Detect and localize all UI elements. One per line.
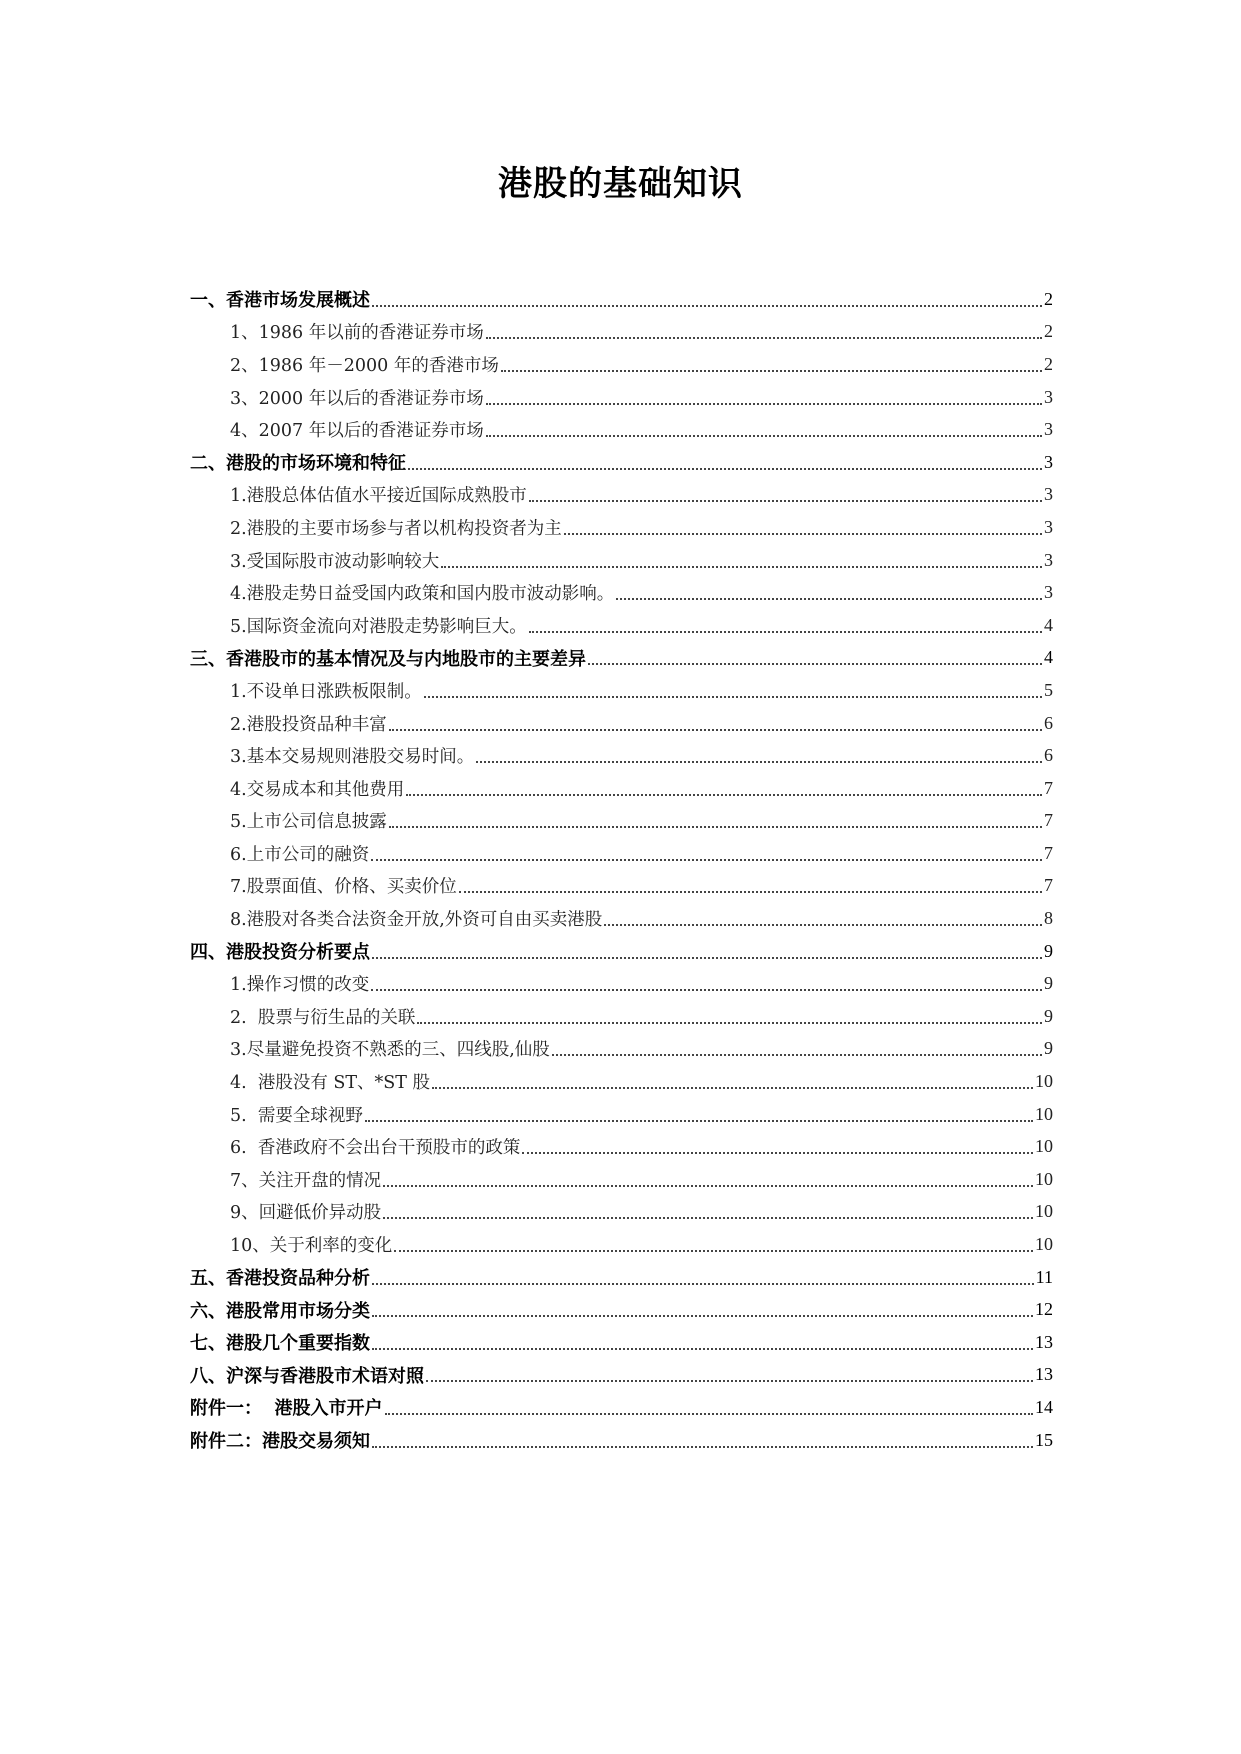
toc-page-number: 10 <box>1035 1136 1053 1157</box>
toc-section-entry[interactable] <box>190 1424 1053 1457</box>
toc-entry-text: 4.交易成本和其他费用 <box>230 779 405 800</box>
toc-entry-text: 6.上市公司的融资 <box>230 844 370 865</box>
toc-dot-leader <box>424 695 1042 698</box>
toc-subsection-entry[interactable] <box>190 870 1053 903</box>
toc-dot-leader <box>383 1216 1033 1219</box>
toc-entry-text: 10、关于利率的变化 <box>230 1236 393 1257</box>
toc-subsection-entry[interactable] <box>190 739 1053 772</box>
toc-page-number: 3 <box>1044 419 1053 440</box>
toc-dot-leader <box>385 1412 1033 1415</box>
toc-entry-text: 二、港股的市场环境和特征 <box>190 453 406 475</box>
toc-entry-text: 4、2007 年以后的香港证券市场 <box>230 421 484 442</box>
toc-section-entry[interactable] <box>190 642 1053 675</box>
toc-entry-text: 3.受国际股市波动影响较大 <box>230 551 440 572</box>
toc-dot-leader <box>371 858 1042 861</box>
toc-page-number: 3 <box>1044 451 1053 472</box>
toc-page-number: 10 <box>1035 1201 1053 1222</box>
toc-entry-text: 2. 股票与衍生品的关联 <box>230 1007 416 1028</box>
toc-dot-leader <box>372 1347 1033 1350</box>
toc-dot-leader <box>372 1282 1034 1285</box>
toc-page-number: 13 <box>1035 1364 1053 1385</box>
toc-page-number: 9 <box>1044 1005 1053 1026</box>
toc-entry-text: 四、港股投资分析要点 <box>190 942 370 964</box>
toc-dot-leader <box>486 336 1042 339</box>
toc-subsection-entry[interactable] <box>190 707 1053 740</box>
toc-subsection-entry[interactable] <box>190 902 1053 935</box>
toc-subsection-entry[interactable] <box>190 674 1053 707</box>
toc-subsection-entry[interactable] <box>190 479 1053 512</box>
toc-page-number: 7 <box>1044 777 1053 798</box>
toc-dot-leader <box>552 1053 1042 1056</box>
toc-page-number: 6 <box>1044 745 1053 766</box>
toc-subsection-entry[interactable] <box>190 1065 1053 1098</box>
toc-page-number: 9 <box>1044 973 1053 994</box>
toc-entry-text: 附件一： 港股入市开户 <box>190 1398 383 1420</box>
toc-subsection-entry[interactable] <box>190 413 1053 446</box>
toc-dot-leader <box>486 434 1042 437</box>
toc-dot-leader <box>372 1314 1033 1317</box>
toc-dot-leader <box>432 1086 1033 1089</box>
toc-subsection-entry[interactable] <box>190 1228 1053 1261</box>
toc-entry-text: 5.国际资金流向对港股走势影响巨大。 <box>230 616 527 637</box>
toc-section-entry[interactable] <box>190 1261 1053 1294</box>
toc-subsection-entry[interactable] <box>190 544 1053 577</box>
toc-entry-text: 七、港股几个重要指数 <box>190 1333 370 1355</box>
toc-entry-text: 5. 需要全球视野 <box>230 1105 363 1126</box>
toc-dot-leader <box>371 988 1042 991</box>
toc-subsection-entry[interactable] <box>190 1130 1053 1163</box>
toc-dot-leader <box>604 923 1042 926</box>
toc-subsection-entry[interactable] <box>190 805 1053 838</box>
toc-dot-leader <box>529 499 1042 502</box>
toc-entry-text: 4. 港股没有 ST、*ST 股 <box>230 1073 431 1094</box>
toc-page-number: 2 <box>1044 353 1053 374</box>
toc-subsection-entry[interactable] <box>190 348 1053 381</box>
toc-subsection-entry[interactable] <box>190 316 1053 349</box>
toc-dot-leader <box>389 825 1042 828</box>
toc-page-number: 7 <box>1044 875 1053 896</box>
toc-page-number: 8 <box>1044 908 1053 929</box>
toc-subsection-entry[interactable] <box>190 772 1053 805</box>
toc-dot-leader <box>365 1119 1033 1122</box>
toc-section-entry[interactable] <box>190 283 1053 316</box>
toc-dot-leader <box>372 1445 1033 1448</box>
toc-dot-leader <box>522 1151 1033 1154</box>
toc-page-number: 5 <box>1044 679 1053 700</box>
toc-dot-leader <box>406 793 1042 796</box>
toc-entry-text: 3、2000 年以后的香港证券市场 <box>230 388 484 409</box>
toc-entry-text: 附件二：港股交易须知 <box>190 1431 370 1453</box>
toc-entry-text: 7、关注开盘的情况 <box>230 1170 382 1191</box>
toc-dot-leader <box>459 890 1042 893</box>
toc-dot-leader <box>394 1249 1033 1252</box>
toc-section-entry[interactable] <box>190 935 1053 968</box>
toc-page-number: 7 <box>1044 810 1053 831</box>
toc-entry-text: 1、1986 年以前的香港证券市场 <box>230 323 484 344</box>
toc-entry-text: 2.港股的主要市场参与者以机构投资者为主 <box>230 518 562 539</box>
toc-subsection-entry[interactable] <box>190 1033 1053 1066</box>
toc-page-number: 12 <box>1035 1299 1053 1320</box>
toc-subsection-entry[interactable] <box>190 837 1053 870</box>
toc-entry-text: 3.基本交易规则港股交易时间。 <box>230 747 475 768</box>
toc-entry-text: 8.港股对各类合法资金开放,外资可自由买卖港股 <box>230 910 603 931</box>
toc-subsection-entry[interactable] <box>190 1163 1053 1196</box>
toc-dot-leader <box>564 532 1042 535</box>
toc-page-number: 3 <box>1044 516 1053 537</box>
toc-dot-leader <box>476 760 1042 763</box>
toc-page-number: 9 <box>1044 1038 1053 1059</box>
toc-entry-text: 1.操作习惯的改变 <box>230 975 370 996</box>
toc-subsection-entry[interactable] <box>190 576 1053 609</box>
toc-entry-text: 五、香港投资品种分析 <box>190 1268 370 1290</box>
toc-entry-text: 1.港股总体估值水平接近国际成熟股市 <box>230 486 527 507</box>
toc-page-number: 3 <box>1044 549 1053 570</box>
toc-subsection-entry[interactable] <box>190 967 1053 1000</box>
toc-page-number: 10 <box>1035 1234 1053 1255</box>
toc-page-number: 10 <box>1035 1071 1053 1092</box>
toc-entry-text: 2、1986 年－2000 年的香港市场 <box>230 355 499 376</box>
table-of-contents <box>190 283 1053 1456</box>
toc-page-number: 3 <box>1044 582 1053 603</box>
toc-page-number: 9 <box>1044 940 1053 961</box>
toc-entry-text: 9、回避低价异动股 <box>230 1203 382 1224</box>
toc-section-entry[interactable] <box>190 1293 1053 1326</box>
toc-dot-leader <box>408 467 1042 470</box>
toc-page-number: 4 <box>1044 614 1053 635</box>
toc-section-entry[interactable] <box>190 1391 1053 1424</box>
toc-dot-leader <box>529 630 1042 633</box>
toc-dot-leader <box>426 1379 1033 1382</box>
toc-page-number: 6 <box>1044 712 1053 733</box>
toc-entry-text: 三、香港股市的基本情况及与内地股市的主要差异 <box>190 648 586 670</box>
toc-page-number: 10 <box>1035 1168 1053 1189</box>
toc-entry-text: 六、港股常用市场分类 <box>190 1300 370 1322</box>
page-title: 港股的基础知识 <box>498 164 743 204</box>
toc-subsection-entry[interactable] <box>190 1000 1053 1033</box>
toc-section-entry[interactable] <box>190 1359 1053 1392</box>
toc-section-entry[interactable] <box>190 446 1053 479</box>
toc-subsection-entry[interactable] <box>190 609 1053 642</box>
toc-page-number: 4 <box>1044 647 1053 668</box>
toc-entry-text: 4.港股走势日益受国内政策和国内股市波动影响。 <box>230 584 615 605</box>
toc-dot-leader <box>372 304 1042 307</box>
toc-page-number: 14 <box>1035 1396 1053 1417</box>
toc-subsection-entry[interactable] <box>190 511 1053 544</box>
toc-entry-text: 5.上市公司信息披露 <box>230 812 387 833</box>
toc-dot-leader <box>486 402 1042 405</box>
toc-dot-leader <box>372 956 1042 959</box>
toc-entry-text: 一、香港市场发展概述 <box>190 290 370 312</box>
toc-page-number: 7 <box>1044 842 1053 863</box>
toc-dot-leader <box>383 1184 1033 1187</box>
toc-entry-text: 7.股票面值、价格、买卖价位 <box>230 877 457 898</box>
toc-page-number: 2 <box>1044 288 1053 309</box>
toc-dot-leader <box>616 597 1042 600</box>
toc-page-number: 11 <box>1035 1266 1053 1287</box>
toc-entry-text: 八、沪深与香港股市术语对照 <box>190 1365 424 1387</box>
toc-page-number: 2 <box>1044 321 1053 342</box>
toc-entry-text: 3.尽量避免投资不熟悉的三、四线股,仙股 <box>230 1040 550 1061</box>
toc-dot-leader <box>417 1021 1042 1024</box>
toc-subsection-entry[interactable] <box>190 1098 1053 1131</box>
toc-page-number: 13 <box>1035 1331 1053 1352</box>
toc-entry-text: 1.不设单日涨跌板限制。 <box>230 681 422 702</box>
toc-subsection-entry[interactable] <box>190 1196 1053 1229</box>
toc-page-number: 3 <box>1044 484 1053 505</box>
toc-dot-leader <box>441 565 1042 568</box>
toc-page-number: 15 <box>1035 1429 1053 1450</box>
toc-dot-leader <box>389 728 1042 731</box>
toc-entry-text: 2.港股投资品种丰富 <box>230 714 387 735</box>
toc-section-entry[interactable] <box>190 1326 1053 1359</box>
toc-page-number: 10 <box>1035 1103 1053 1124</box>
toc-page-number: 3 <box>1044 386 1053 407</box>
toc-dot-leader <box>501 369 1042 372</box>
toc-entry-text: 6. 香港政府不会出台干预股市的政策 <box>230 1138 521 1159</box>
toc-subsection-entry[interactable] <box>190 381 1053 414</box>
toc-dot-leader <box>588 662 1042 665</box>
